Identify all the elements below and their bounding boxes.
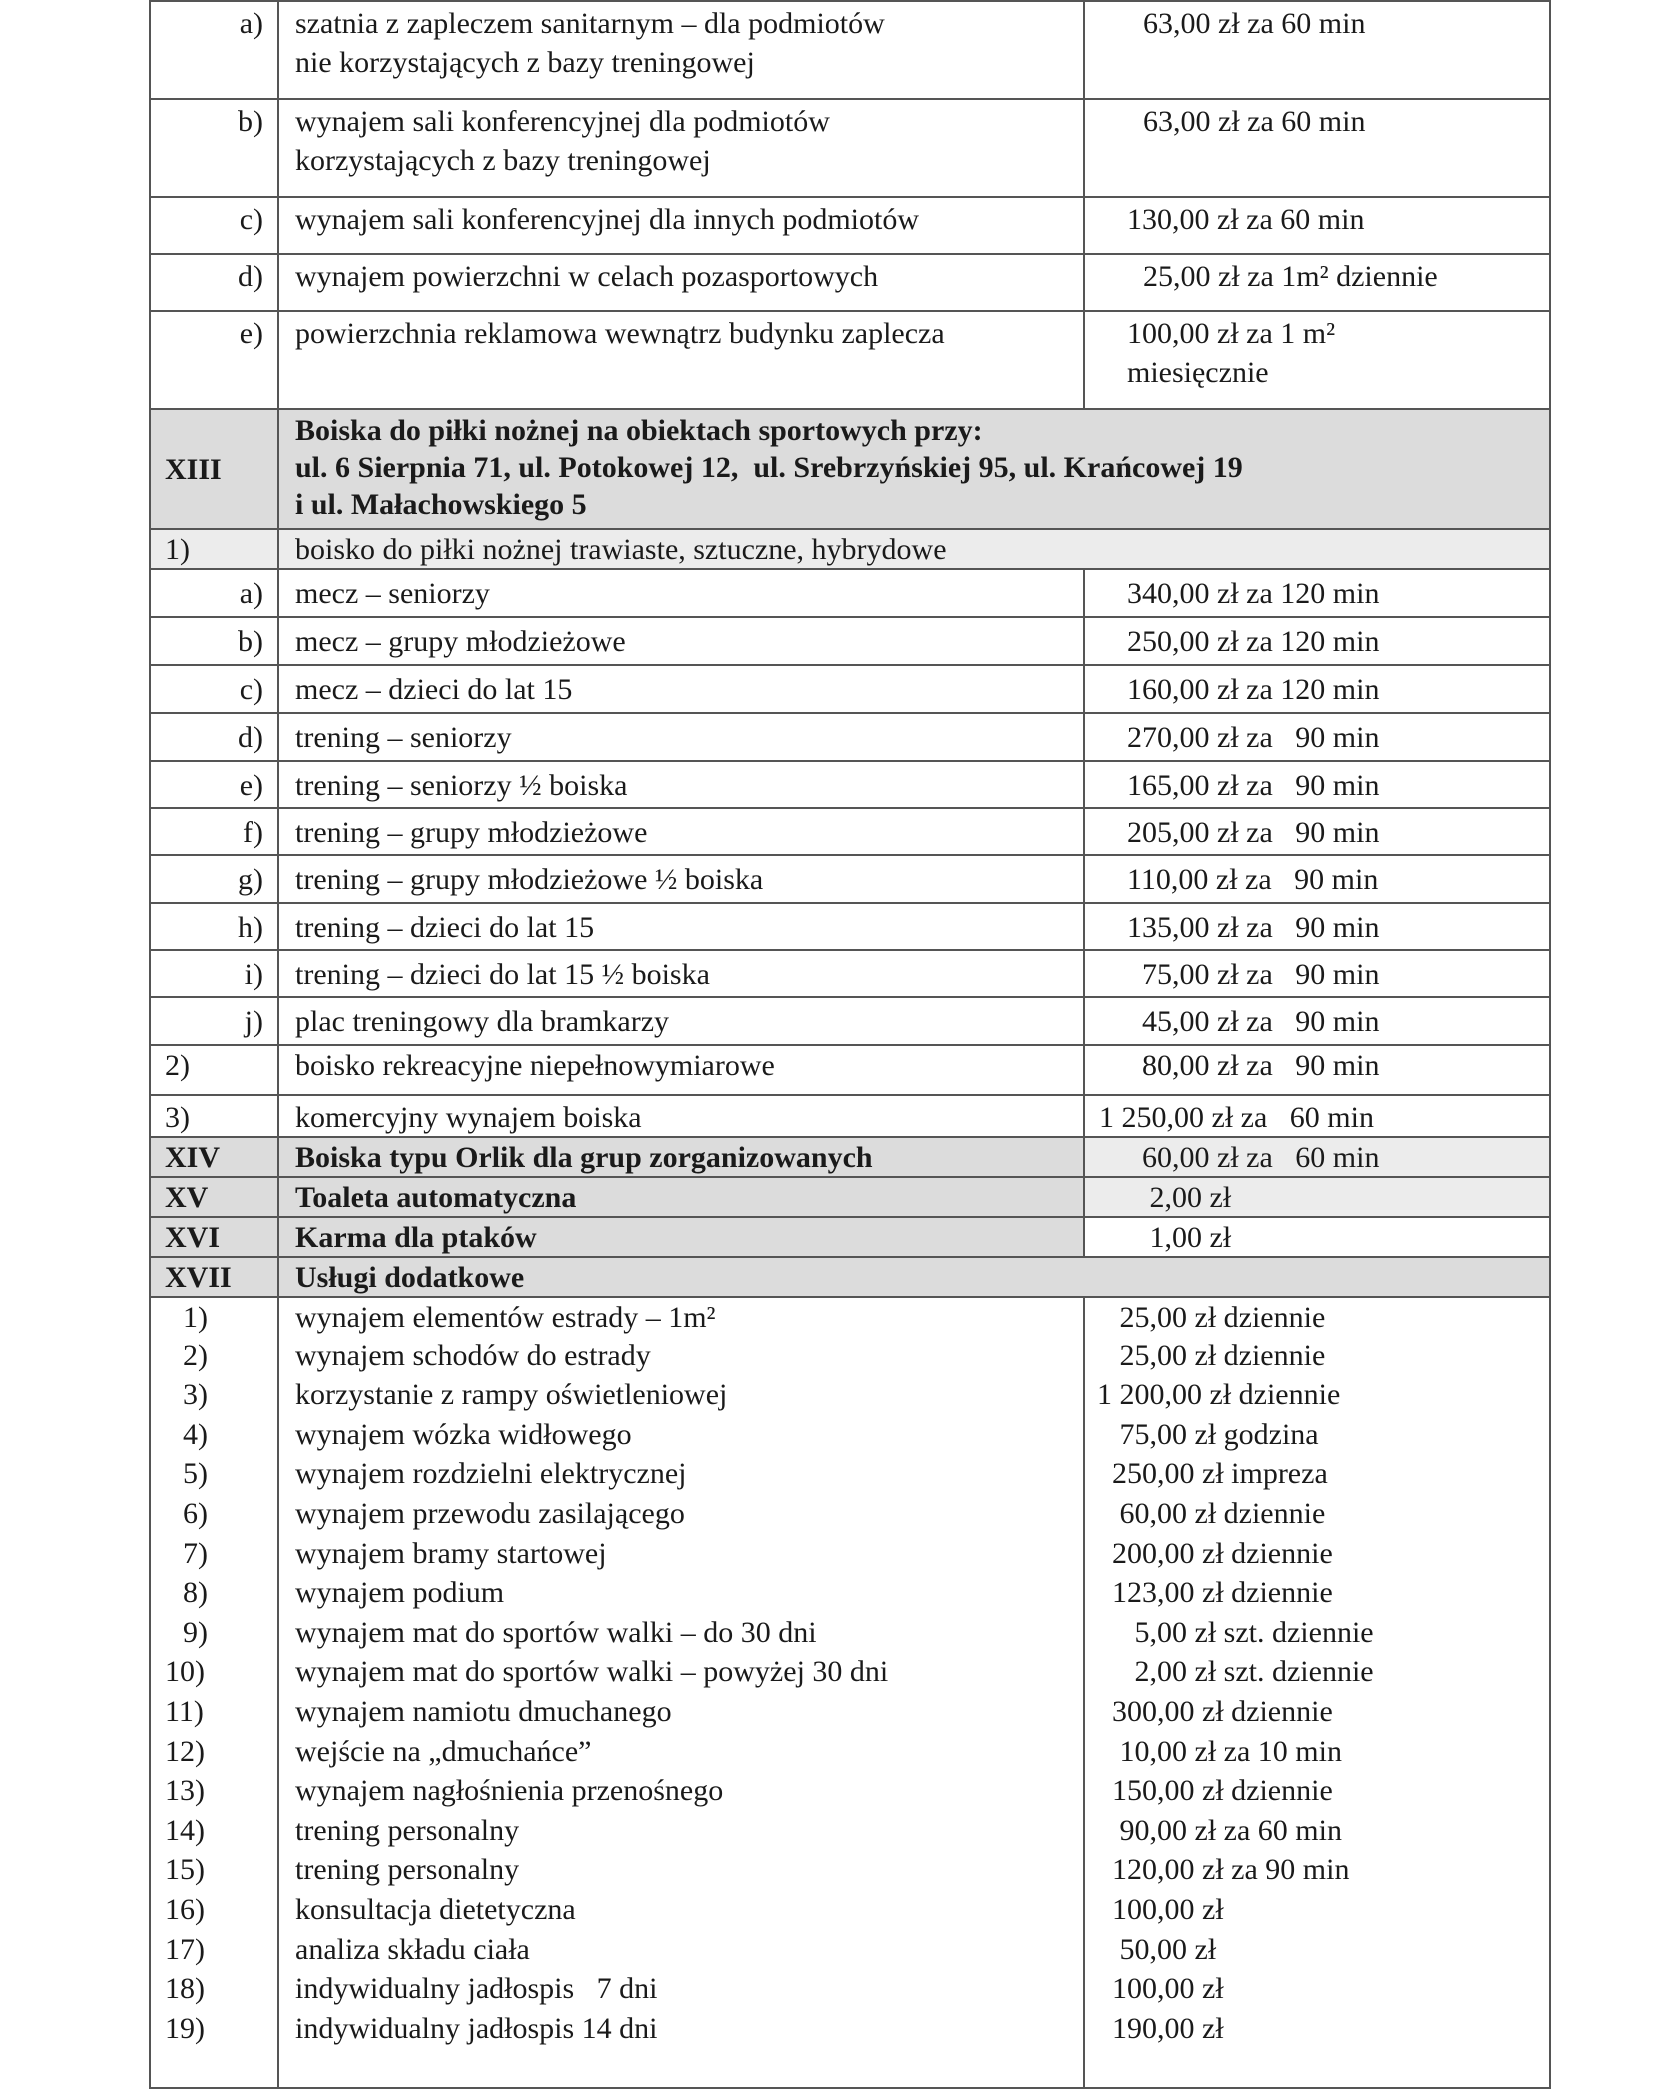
row-price: 250,00 zł impreza	[1083, 1454, 1549, 1494]
row-price: 160,00 zł za 120 min	[1083, 666, 1549, 712]
row-price: 1 250,00 zł za 60 min	[1083, 1096, 1549, 1136]
row-number: 7)	[183, 1536, 208, 1570]
table-row	[151, 1732, 1549, 1772]
row-number: 4)	[183, 1417, 208, 1451]
row-number: c)	[239, 673, 263, 706]
row-price: 100,00 zł	[1083, 1969, 1549, 2009]
table-row	[151, 1415, 1549, 1455]
row-number: 13)	[165, 1774, 205, 1808]
row-price: 45,00 zł za 90 min	[1083, 998, 1549, 1044]
row-description: wynajem namiotu dmuchanego	[277, 1692, 1083, 1732]
table-row	[151, 1771, 1549, 1811]
row-description: trening personalny	[277, 1850, 1083, 1890]
row-description: wynajem nagłośnienia przenośnego	[277, 1771, 1083, 1811]
table-row	[151, 664, 1549, 712]
row-number: 9)	[183, 1615, 208, 1649]
row-price: 60,00 zł za 60 min	[1083, 1138, 1549, 1176]
row-number: 8)	[183, 1576, 208, 1610]
row-price: 300,00 zł dziennie	[1083, 1692, 1549, 1732]
table-row	[151, 949, 1549, 996]
row-description: komercyjny wynajem boiska	[277, 1096, 1083, 1136]
section-number: XIV	[165, 1141, 221, 1174]
row-description: trening – seniorzy	[277, 714, 1083, 760]
row-number: a)	[239, 577, 263, 610]
table-row	[151, 568, 1549, 616]
row-price: 75,00 zł za 90 min	[1083, 951, 1549, 996]
row-number: 3)	[165, 1101, 190, 1134]
row-number: 10)	[165, 1655, 205, 1689]
row-description: powierzchnia reklamowa wewnątrz budynku zaplecza	[277, 312, 1083, 408]
row-number: h)	[238, 911, 263, 944]
table-row	[151, 98, 1549, 196]
table-row	[151, 1969, 1549, 2009]
row-number: 15)	[165, 1853, 205, 1887]
filler-cell	[151, 2048, 277, 2087]
table-row	[151, 1930, 1549, 1970]
row-price: 5,00 zł szt. dziennie	[1083, 1613, 1549, 1653]
row-description: trening – seniorzy ½ boiska	[277, 762, 1083, 807]
filler-cell	[1083, 2048, 1549, 2087]
table-row	[151, 854, 1549, 902]
row-number: 2)	[165, 1049, 190, 1082]
table-row	[151, 1811, 1549, 1851]
row-description: wynajem rozdzielni elektrycznej	[277, 1454, 1083, 1494]
table-row	[151, 760, 1549, 807]
row-description: korzystanie z rampy oświetleniowej	[277, 1375, 1083, 1415]
table-row	[151, 0, 1549, 98]
section-row-xiv	[151, 1136, 1549, 1176]
row-description: boisko do piłki nożnej trawiaste, sztuczne, hybrydowe	[277, 530, 1549, 568]
row-price: 80,00 zł za 90 min	[1083, 1046, 1549, 1094]
row-price: 150,00 zł dziennie	[1083, 1771, 1549, 1811]
table-row	[151, 902, 1549, 949]
row-description: wejście na „dmuchańce”	[277, 1732, 1083, 1772]
subsection-row	[151, 528, 1549, 568]
table-row	[151, 1454, 1549, 1494]
row-number: d)	[238, 260, 263, 293]
table-row	[151, 196, 1549, 253]
row-description: trening personalny	[277, 1811, 1083, 1851]
row-description: mecz – grupy młodzieżowe	[277, 618, 1083, 664]
row-price: 25,00 zł dziennie	[1083, 1336, 1549, 1376]
row-price: 123,00 zł dziennie	[1083, 1573, 1549, 1613]
section-title: Toaleta automatyczna	[277, 1178, 1083, 1216]
row-number: a)	[239, 7, 263, 40]
row-price: 190,00 zł	[1083, 2009, 1549, 2049]
row-description: konsultacja dietetyczna	[277, 1890, 1083, 1930]
row-description: indywidualny jadłospis 7 dni	[277, 1969, 1083, 2009]
section-number: XVI	[165, 1221, 221, 1254]
row-price: 130,00 zł za 60 min	[1083, 198, 1549, 253]
table-row	[151, 1692, 1549, 1732]
row-price: 1,00 zł	[1083, 1218, 1549, 1256]
table-row	[151, 2009, 1549, 2049]
section-number: XV	[165, 1181, 209, 1214]
row-price: 10,00 zł za 10 min	[1083, 1732, 1549, 1772]
section-title: Usługi dodatkowe	[277, 1258, 1549, 1296]
row-price: 75,00 zł godzina	[1083, 1415, 1549, 1455]
row-price: 2,00 zł szt. dziennie	[1083, 1652, 1549, 1692]
row-number: 11)	[165, 1695, 204, 1728]
row-number: e)	[239, 769, 263, 802]
section-number: XIII	[165, 453, 222, 486]
table-row	[151, 1494, 1549, 1534]
row-description: trening – dzieci do lat 15	[277, 904, 1083, 949]
row-price: 340,00 zł za 120 min	[1083, 570, 1549, 616]
row-price: 63,00 zł za 60 min	[1083, 2, 1549, 98]
row-number: 18)	[165, 1972, 205, 2006]
table-row	[151, 1573, 1549, 1613]
row-number: 12)	[165, 1734, 205, 1768]
filler-cell	[277, 2048, 1083, 2087]
table-filler	[151, 2048, 1549, 2087]
table-row	[151, 996, 1549, 1044]
row-price: 25,00 zł dziennie	[1083, 1298, 1549, 1336]
row-price: 90,00 zł za 60 min	[1083, 1811, 1549, 1851]
table-row	[151, 1613, 1549, 1653]
row-number: i)	[244, 958, 263, 991]
row-description: wynajem podium	[277, 1573, 1083, 1613]
row-description: wynajem przewodu zasilającego	[277, 1494, 1083, 1534]
row-description: wynajem wózka widłowego	[277, 1415, 1083, 1455]
row-description: plac treningowy dla bramkarzy	[277, 998, 1083, 1044]
row-price: 165,00 zł za 90 min	[1083, 762, 1549, 807]
row-price: 100,00 zł za 1 m² miesięcznie	[1083, 312, 1549, 408]
section-title: Boiska do piłki nożnej na obiektach sportowych przy: ul. 6 Sierpnia 71, ul. Potokowej 12, ul. Srebrzyńskiej 95, ul. Krańcowej 19 i ul. Małachowskiego 5	[277, 410, 1549, 528]
row-description: wynajem mat do sportów walki – powyżej 30 dni	[277, 1652, 1083, 1692]
section-row-xvi	[151, 1216, 1549, 1256]
row-description: wynajem schodów do estrady	[277, 1336, 1083, 1376]
section-title: Boiska typu Orlik dla grup zorganizowanych	[277, 1138, 1083, 1176]
row-description: wynajem mat do sportów walki – do 30 dni	[277, 1613, 1083, 1653]
row-description: mecz – seniorzy	[277, 570, 1083, 616]
row-price: 110,00 zł za 90 min	[1083, 856, 1549, 902]
row-number: 19)	[165, 2011, 205, 2045]
row-description: trening – grupy młodzieżowe ½ boiska	[277, 856, 1083, 902]
row-description: mecz – dzieci do lat 15	[277, 666, 1083, 712]
table-row	[151, 616, 1549, 664]
row-price: 1 200,00 zł dziennie	[1083, 1375, 1549, 1415]
table-row	[151, 1890, 1549, 1930]
row-number: j)	[244, 1005, 263, 1038]
row-description: wynajem bramy startowej	[277, 1534, 1083, 1574]
table-row	[151, 807, 1549, 854]
table-row	[151, 1296, 1549, 1336]
price-table	[149, 0, 1551, 2089]
row-number: g)	[238, 863, 263, 896]
row-number: 14)	[165, 1813, 205, 1847]
row-number: c)	[239, 203, 263, 236]
row-description: wynajem elementów estrady – 1m²	[277, 1298, 1083, 1336]
table-row	[151, 1094, 1549, 1136]
row-number: 2)	[183, 1338, 208, 1372]
row-number: 16)	[165, 1893, 205, 1926]
table-row	[151, 1652, 1549, 1692]
row-price: 60,00 zł dziennie	[1083, 1494, 1549, 1534]
row-number: e)	[239, 317, 263, 350]
row-number: 6)	[183, 1497, 208, 1530]
row-description: wynajem sali konferencyjnej dla innych podmiotów	[277, 198, 1083, 253]
row-price: 200,00 zł dziennie	[1083, 1534, 1549, 1574]
row-number: d)	[238, 721, 263, 754]
section-number: XVII	[165, 1261, 232, 1294]
row-price: 270,00 zł za 90 min	[1083, 714, 1549, 760]
row-price: 25,00 zł za 1m² dziennie	[1083, 255, 1549, 310]
row-description: analiza składu ciała	[277, 1930, 1083, 1970]
row-number: 17)	[165, 1932, 205, 1966]
section-row-xv	[151, 1176, 1549, 1216]
table-row	[151, 712, 1549, 760]
row-description: wynajem powierzchni w celach pozasportowych	[277, 255, 1083, 310]
row-description: trening – grupy młodzieżowe	[277, 809, 1083, 854]
row-number: 3)	[183, 1378, 208, 1412]
section-title: Karma dla ptaków	[277, 1218, 1083, 1256]
row-number: 1)	[165, 533, 190, 566]
row-number: 5)	[183, 1457, 208, 1491]
table-row	[151, 1336, 1549, 1376]
row-description: indywidualny jadłospis 14 dni	[277, 2009, 1083, 2049]
row-price: 100,00 zł	[1083, 1890, 1549, 1930]
row-price: 120,00 zł za 90 min	[1083, 1850, 1549, 1890]
section-header-xiii	[151, 408, 1549, 528]
row-number: b)	[238, 105, 263, 138]
table-row	[151, 1850, 1549, 1890]
row-price: 50,00 zł	[1083, 1930, 1549, 1970]
row-description: wynajem sali konferencyjnej dla podmiotów korzystających z bazy treningowej	[277, 100, 1083, 196]
table-row	[151, 1044, 1549, 1094]
row-price: 135,00 zł za 90 min	[1083, 904, 1549, 949]
row-price: 2,00 zł	[1083, 1178, 1549, 1216]
row-price: 63,00 zł za 60 min	[1083, 100, 1549, 196]
row-price: 205,00 zł za 90 min	[1083, 809, 1549, 854]
table-row	[151, 1375, 1549, 1415]
row-description: szatnia z zapleczem sanitarnym – dla podmiotów nie korzystających z bazy treningowej	[277, 2, 1083, 98]
row-number: 1)	[183, 1301, 208, 1334]
table-row	[151, 1534, 1549, 1574]
row-description: trening – dzieci do lat 15 ½ boiska	[277, 951, 1083, 996]
row-description: boisko rekreacyjne niepełnowymiarowe	[277, 1046, 1083, 1094]
row-number: b)	[238, 625, 263, 658]
section-header-xvii	[151, 1256, 1549, 1296]
row-number: f)	[243, 816, 263, 849]
table-row	[151, 310, 1549, 408]
table-row	[151, 253, 1549, 310]
row-price: 250,00 zł za 120 min	[1083, 618, 1549, 664]
